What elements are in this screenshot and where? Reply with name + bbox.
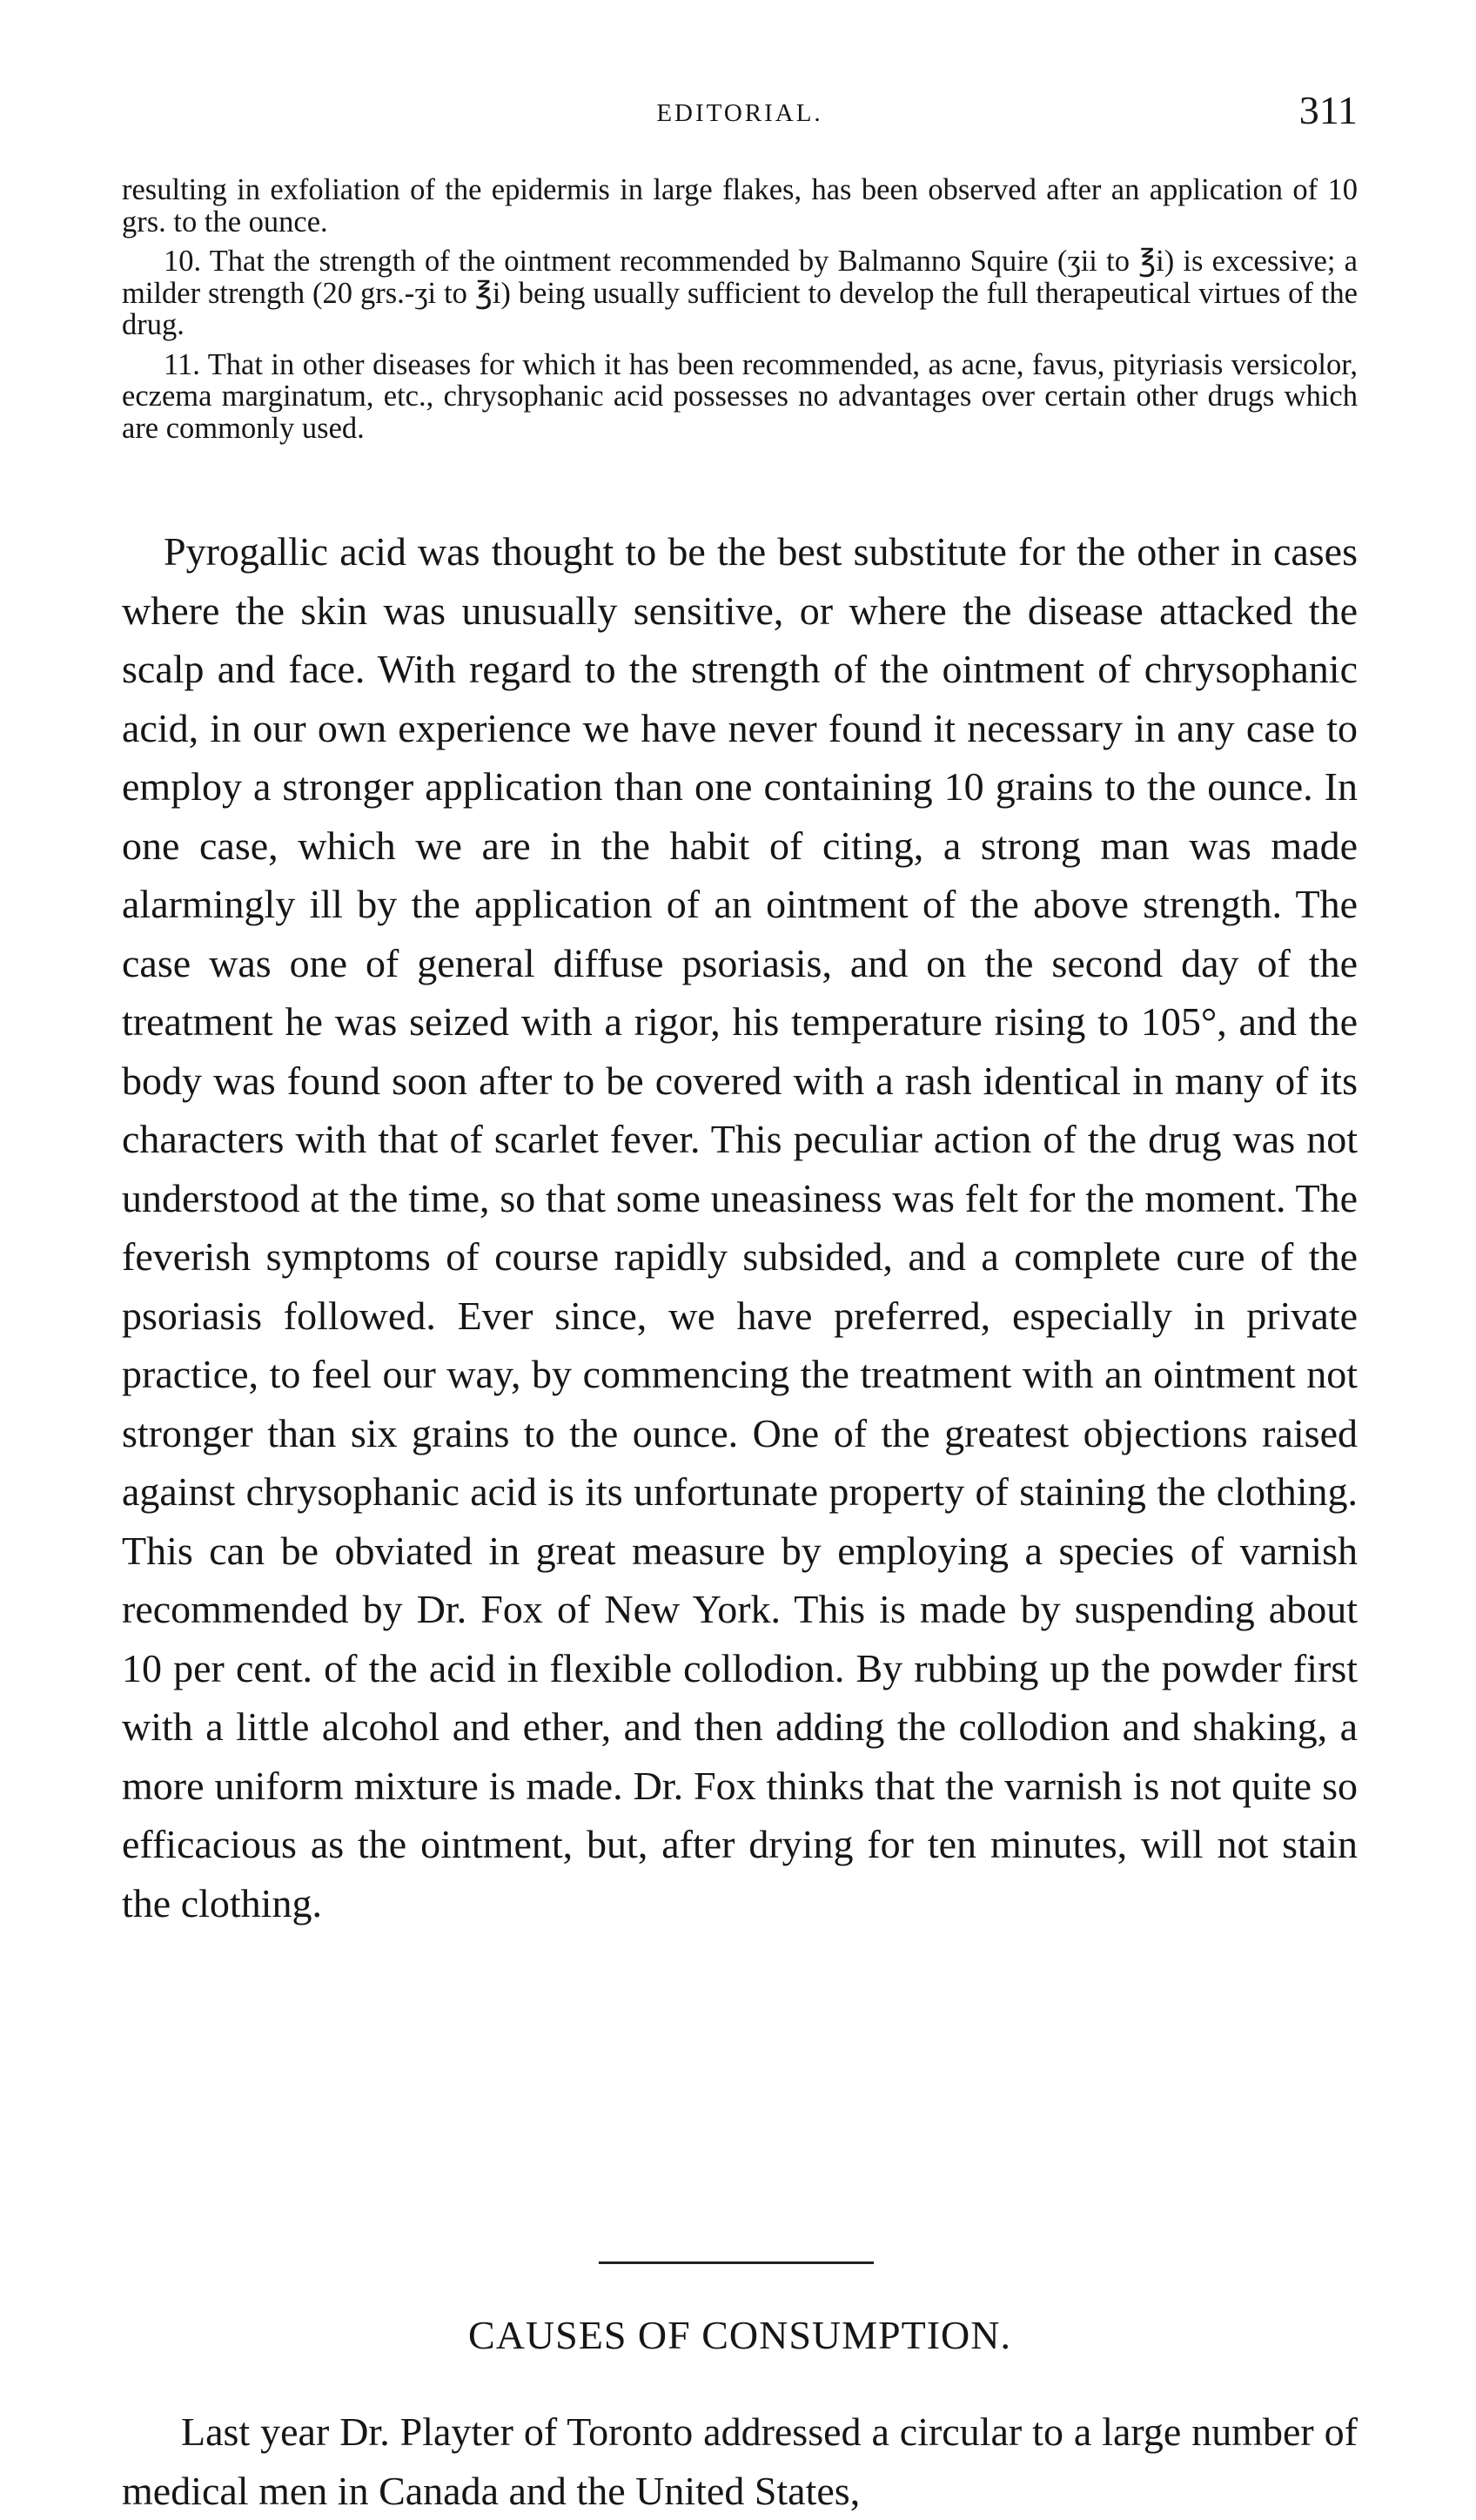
section-body — [122, 2402, 1358, 2520]
note-continuation: resulting in exfoliation of the epidermis in large flakes, has been observed after an application of 10 grs. to the ounce. — [122, 173, 1358, 239]
section-paragraph: Last year Dr. Playter of Toronto addressed a circular to a large number of medical men in Canada and the United States, — [122, 2409, 1358, 2513]
editorial-body — [122, 522, 1358, 1932]
note-item-11: 11. That in other diseases for which it has been recommended, as acne, favus, pityriasis versicolor, eczema marginatum, etc., chrysophanic acid possesses no advantages over certain other drugs which are commonly used. — [122, 347, 1358, 445]
running-head — [122, 87, 1358, 139]
body-paragraph: Pyrogallic acid was thought to be the best substitute for the other in cases where the skin was unusually sensitive, or where the disease attacked the scalp and face. With regard to the strength of the ointment of chrysophanic acid, in our own experience we have never found it necessary in any case to employ a stronger application than one containing 10 grains to the ounce. In one case, which we are in the habit of citing, a strong man was made alarmingly ill by the application of an ointment of the above strength. The case was one of general diffuse psoriasis, and on the second day of the treatment he was seized with a rigor, his temperature rising to 105°, and the body was found soon after to be covered with a rash identical in many of its characters with that of scarlet fever. This peculiar action of the drug was not understood at the time, so that some uneasiness was felt for the moment. The feverish symptoms of course rapidly subsided, and a complete cure of the psoriasis followed. Ever since, we have preferred, especially in private practice, to feel our way, by commencing the treatment with an ointment not stronger than six grains to the ounce. One of the greatest objections raised against chrysophanic acid is its unfortunate property of staining the clothing. This can be obviated in great measure by employing a species of varnish recommended by Dr. Fox of New York. This is made by suspending about 10 per cent. of the acid in flexible collodion. By rubbing up the powder first with a little alcohol and ether, and then adding the collodion and shaking, a more uniform mixture is made. Dr. Fox thinks that the varnish is not quite so efficacious as the ointment, but, after drying for ten minutes, will not stain the clothing. — [122, 529, 1358, 1925]
page-number: 311 — [1298, 88, 1358, 132]
note-item-10: 10. That the strength of the ointment recommended by Balmanno Squire (ʒii to ℥i) is excessive; a milder strength (20 grs.-ʒi to ℥i) being usually sufficient to develop the full therapeutical virtues of the drug. — [122, 245, 1358, 341]
running-title: EDITORIAL. — [656, 99, 823, 127]
section-heading: CAUSES OF CONSUMPTION. — [468, 2313, 1011, 2357]
numbered-conclusions — [122, 174, 1358, 452]
section-divider — [599, 2261, 874, 2264]
